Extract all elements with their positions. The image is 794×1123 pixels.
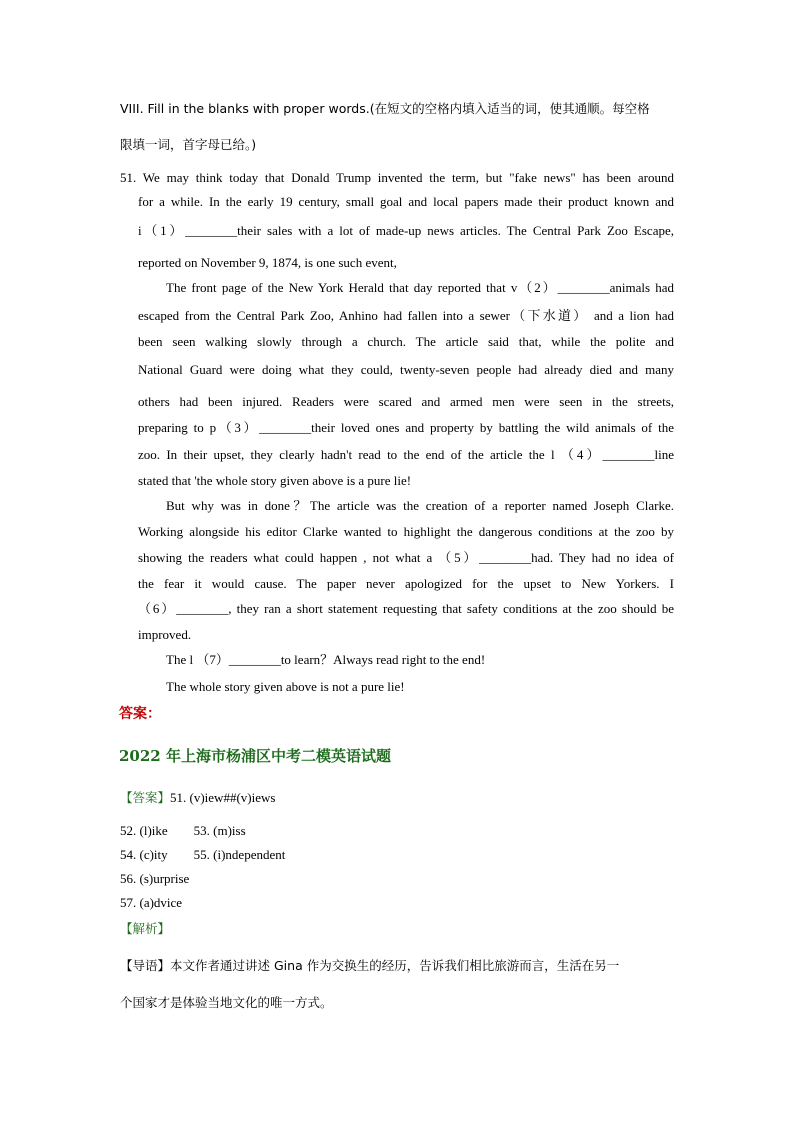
guide-tag: 【导语】 [120, 958, 171, 973]
answer-first-row [120, 790, 275, 806]
passage-line: improved. [138, 627, 192, 642]
passage-line: The whole story given above is not a pure lie! [166, 679, 405, 694]
passage-line: The l （7）________to learn？Always read right to the end! [166, 652, 486, 667]
answer-row: 54. (c)ity 55. (i)ndependent [120, 847, 286, 862]
section-heading-line2: 限填一词，首字母已给。) [120, 137, 257, 152]
passage-line: But why was in done？The article was the creation of a reporter named Joseph Clarke. [166, 498, 674, 513]
guide-line2: 个国家才是体验当地文化的唯一方式。 [120, 995, 333, 1010]
answer-label: 答案： [119, 706, 161, 722]
passage-line: showing the readers what could happen , not what a （5）________had. They had no idea of [138, 550, 674, 565]
passage-line: stated that 'the whole story given above is a pure lie! [138, 473, 412, 488]
passage-line: Working alongside his editor Clarke wanted to highlight the dangerous conditions at the zoo by [138, 524, 674, 539]
passage-line: for a while. In the early 19 century, small goal and local papers made their product known and [138, 194, 674, 209]
passage-line: been seen walking slowly through a church. The article said that, while the polite and [138, 334, 674, 349]
passage-line: zoo. In their upset, they clearly hadn't read to the end of the article the l （4）________line [138, 447, 674, 462]
answer-tag: 【答案】 [120, 790, 171, 805]
passage-line: The front page of the New York Herald that day reported that v（2）________animals had [166, 280, 674, 295]
answer-row: 57. (a)dvice [120, 895, 183, 910]
section-heading-line1: VIII. Fill in the blanks with proper words.(在短文的空格内填入适当的词，使其通顺。每空格 [120, 101, 650, 116]
passage-line: i（1）________their sales with a lot of made-up news articles. The Central Park Zoo Escape, [138, 223, 674, 238]
answer-row: 56. (s)urprise [120, 871, 190, 886]
passage-line: reported on November 9, 1874, is one such event, [138, 255, 397, 270]
passage-line: National Guard were doing what they could, twenty-seven people had already died and many [138, 362, 674, 377]
source-title: 2022 年上海市杨浦区中考二模英语试题 [119, 747, 391, 765]
answer-51: 51. (v)iew##(v)iews [170, 790, 276, 805]
answer-row: 52. (l)ike 53. (m)iss [120, 823, 246, 838]
passage-line: others had been injured. Readers were scared and armed men were seen in the streets, [138, 394, 674, 409]
passage-line: 51. We may think today that Donald Trump invented the term, but "fake news" has been around [120, 170, 674, 185]
passage-line: （6）________, they ran a short statement requesting that safety conditions at the zoo should be [138, 601, 674, 616]
analysis-tag: 【解析】 [120, 921, 171, 936]
guide-text: 本文作者通过讲述 Gina 作为交换生的经历，告诉我们相比旅游而言，生活在另一 [170, 958, 620, 973]
guide-line1 [120, 958, 619, 974]
passage-line: preparing to p（3）________their loved ones and property by battling the wild animals of the [138, 420, 674, 435]
passage-line: the fear it would cause. The paper never apologized for the upset to New Yorkers. I [138, 576, 674, 591]
passage-line: escaped from the Central Park Zoo, Anhino had fallen into a sewer（下水道） and a lion had [138, 308, 674, 323]
